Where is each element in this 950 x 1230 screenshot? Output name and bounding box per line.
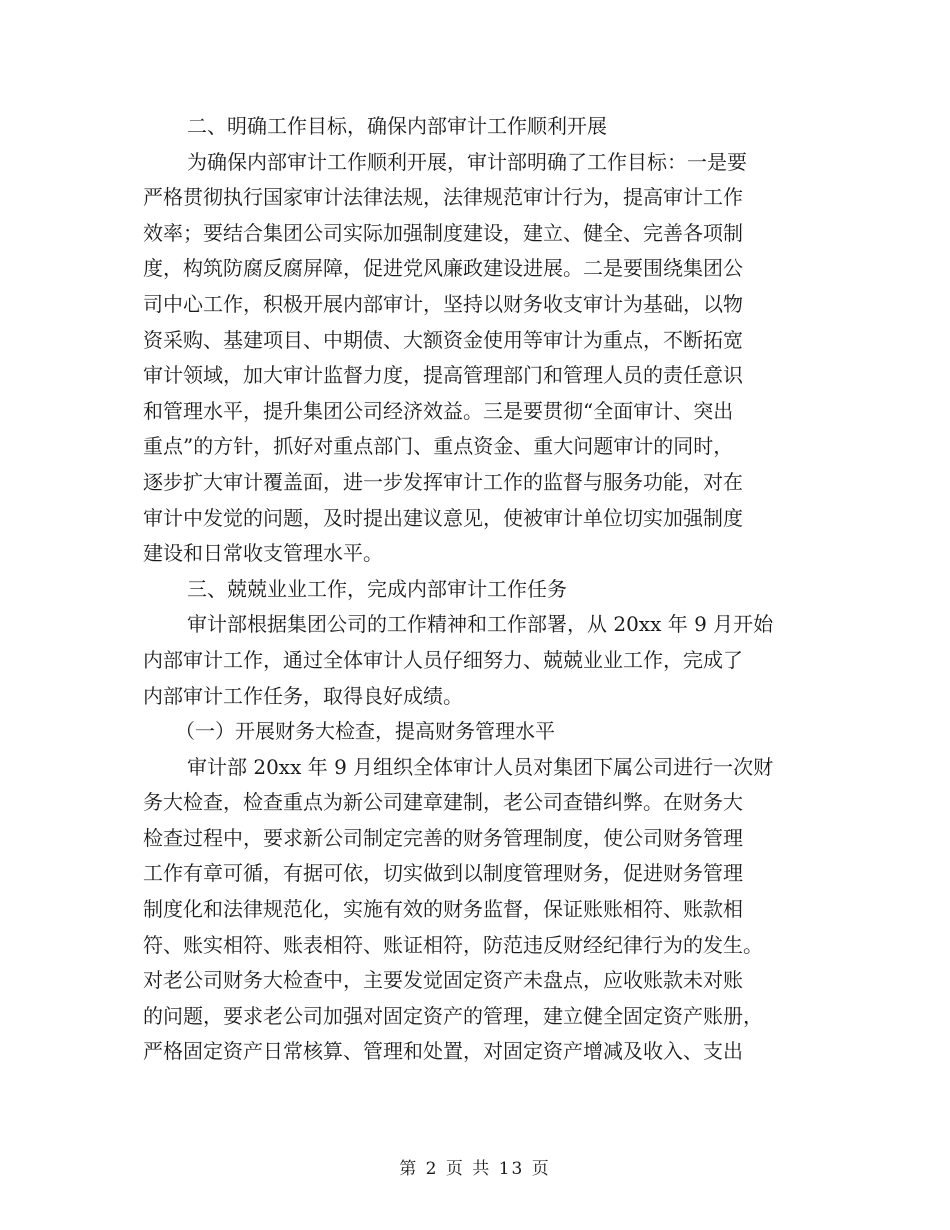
- paragraph-line: 严格贯彻执行国家审计法律法规，法律规范审计行为，提高审计工作: [143, 185, 743, 210]
- paragraph-line: 内部审计工作任务，取得良好成绩。: [143, 683, 463, 708]
- paragraph-line: 制度化和法律规范化，实施有效的财务监督，保证账账相符、账款相: [143, 897, 743, 922]
- paragraph-line: 审计领域，加大审计监督力度，提高管理部门和管理人员的责任意识: [143, 363, 743, 388]
- paragraph-line: 逐步扩大审计覆盖面，进一步发挥审计工作的监督与服务功能，对在: [143, 469, 743, 494]
- paragraph-line: 重点”的方针，抓好对重点部门、重点资金、重大问题审计的同时，: [143, 434, 734, 459]
- subsection-heading-1: （一）开展财务大检查，提高财务管理水平: [175, 719, 555, 744]
- paragraph-line: 对老公司财务大检查中，主要发觉固定资产未盘点，应收账款未对账: [143, 968, 743, 993]
- paragraph-line: 工作有章可循，有据可依，切实做到以制度管理财务，促进财务管理: [143, 861, 743, 886]
- paragraph-line: 严格固定资产日常核算、管理和处置，对固定资产增减及收入、支出: [143, 1039, 743, 1064]
- paragraph-line: 效率；要结合集团公司实际加强制度建设，建立、健全、完善各项制: [143, 220, 743, 245]
- paragraph-line: 和管理水平，提升集团公司经济效益。三是要贯彻“全面审计、突出: [143, 398, 734, 423]
- page-number-footer: 第 2 页 共 13 页: [399, 1159, 551, 1179]
- document-body: [143, 109, 813, 1070]
- paragraph-line: 建设和日常收支管理水平。: [143, 541, 383, 566]
- paragraph-line: 符、账实相符、账表相符、账证相符，防范违反财经纪律行为的发生。: [143, 932, 763, 957]
- paragraph-line: 度，构筑防腐反腐屏障，促进党风廉政建设进展。二是要围绕集团公: [143, 256, 743, 281]
- paragraph-line: 务大检查，检查重点为新公司建章建制，老公司查错纠弊。在财务大: [143, 790, 743, 815]
- paragraph-line: 司中心工作，积极开展内部审计，坚持以财务收支审计为基础，以物: [143, 291, 743, 316]
- paragraph-line: 审计部根据集团公司的工作精神和工作部署，从 20xx 年 9 月开始: [187, 612, 774, 637]
- paragraph-line: 为确保内部审计工作顺利开展，审计部明确了工作目标：一是要: [187, 149, 747, 174]
- paragraph-line: 资采购、基建项目、中期债、大额资金使用等审计为重点，不断拓宽: [143, 327, 743, 352]
- paragraph-line: 内部审计工作，通过全体审计人员仔细努力、兢兢业业工作，完成了: [143, 647, 743, 672]
- paragraph-line: 检查过程中，要求新公司制定完善的财务管理制度，使公司财务管理: [143, 825, 743, 850]
- section-heading-3: 三、兢兢业业工作，完成内部审计工作任务: [187, 576, 567, 601]
- paragraph-line: 的问题，要求老公司加强对固定资产的管理，建立健全固定资产账册，: [143, 1003, 763, 1028]
- paragraph-line: 审计中发觉的问题，及时提出建议意见，使被审计单位切实加强制度: [143, 505, 743, 530]
- paragraph-line: 审计部 20xx 年 9 月组织全体审计人员对集团下属公司进行一次财: [187, 754, 774, 779]
- section-heading-2: 二、明确工作目标，确保内部审计工作顺利开展: [187, 114, 607, 138]
